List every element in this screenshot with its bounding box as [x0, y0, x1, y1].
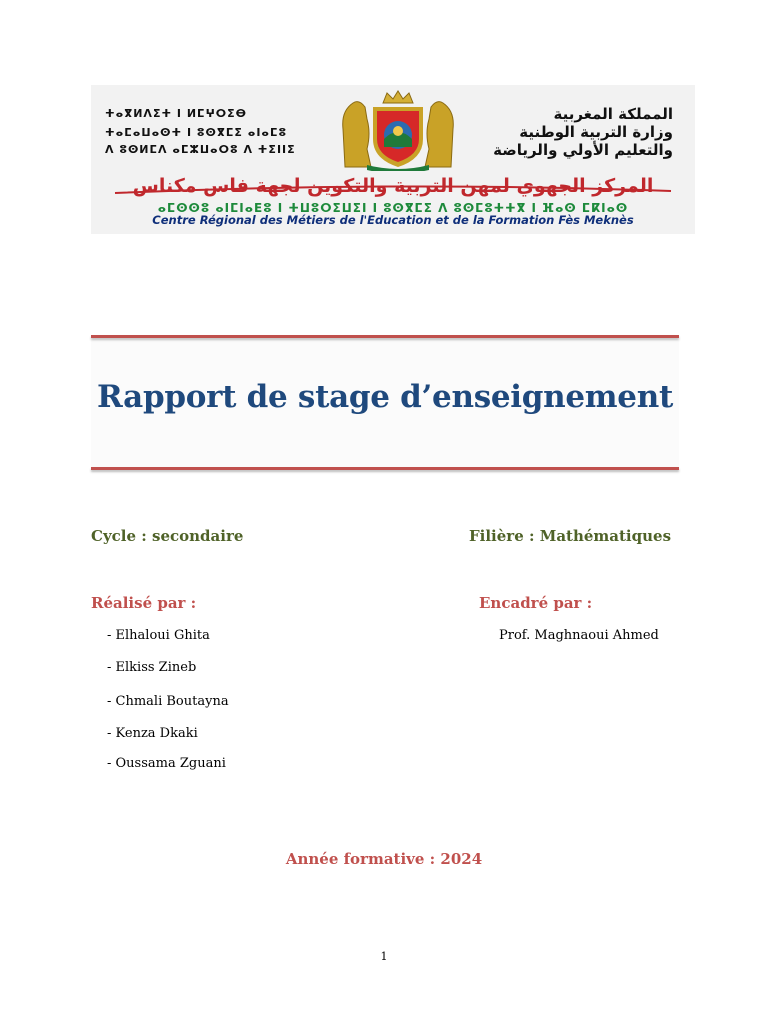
encadre-par-label: Encadré par :	[479, 594, 593, 612]
student-name: - Chmali Boutayna	[107, 694, 229, 709]
top-rule	[91, 335, 679, 338]
student-name: - Elkiss Zineb	[107, 660, 197, 675]
decorative-swoosh-icon	[113, 181, 673, 197]
tifinagh-line-2: ⵜⴰⵎⴰⵡⴰⵙⵜ ⵏ ⵓⵙⴳⵎⵉ ⴰⵏⴰⵎⵓ	[105, 126, 288, 139]
center-name-arabic: المركز الجهوي لمهن التربية والتكوين لجهة فاس مكناس	[132, 175, 654, 197]
student-name: - Kenza Dkaki	[107, 726, 198, 741]
tifinagh-line-1: ⵜⴰⴳⵍⴷⵉⵜ ⵏ ⵍⵎⵖⵔⵉⴱ	[105, 107, 248, 120]
moroccan-coat-of-arms-icon	[337, 89, 459, 171]
arabic-line-2: وزارة التربية الوطنية	[519, 123, 673, 141]
center-name-french: Centre Régional des Métiers de l'Education et de la Formation Fès Meknès	[152, 213, 634, 227]
student-name: - Oussama Zguani	[107, 756, 226, 771]
cycle-label: Cycle : secondaire	[91, 527, 244, 545]
header-banner	[91, 85, 695, 234]
center-name-tifinagh: ⴰⵎⵙⵙⵓ ⴰⵏⵎⵏⴰⴹⵓ ⵏ ⵜⵡⵓⵔⵉⵡⵉⵏ ⵏ ⵓⵙⴳⵎⵉ ⴷ ⵓⵙⵎⵓⵜⵜⴳ ⵏ ⴼⴰⵙ ⵎⴽⵏⴰⵙ	[157, 201, 629, 215]
report-title: Rapport de stage d’enseignement	[97, 379, 673, 415]
arabic-line-1: المملكة المغربية	[553, 105, 673, 123]
arabic-line-3: والتعليم الأولي والرياضة	[493, 141, 673, 159]
student-name: - Elhaloui Ghita	[107, 628, 210, 643]
realise-par-label: Réalisé par :	[91, 594, 197, 612]
supervisor-name: Prof. Maghnaoui Ahmed	[499, 628, 659, 643]
tifinagh-line-3: ⴷ ⵓⵙⵍⵎⴷ ⴰⵎⵣⵡⴰⵔⵓ ⴷ ⵜⵉⵏⵏⵉ	[105, 143, 296, 156]
annee-formative: Année formative : 2024	[285, 850, 483, 868]
bottom-rule	[91, 467, 679, 470]
page-number: 1	[380, 950, 388, 963]
title-box	[91, 335, 679, 472]
filiere-label: Filière : Mathématiques	[469, 527, 672, 545]
